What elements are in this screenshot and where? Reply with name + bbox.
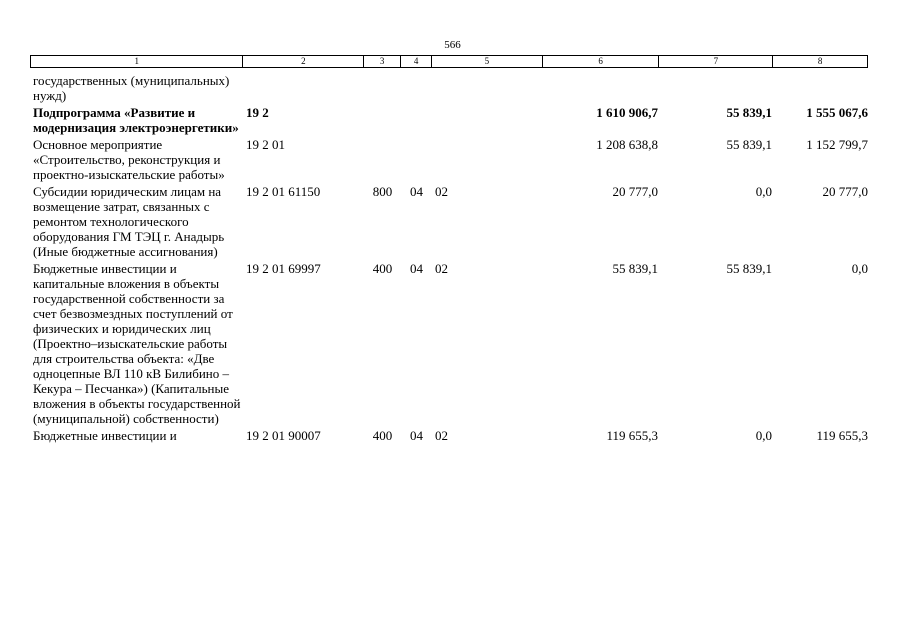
row-col-3: 400 xyxy=(372,261,393,276)
row-value-7: 55 839,1 xyxy=(726,105,772,120)
row-col-4 xyxy=(401,73,432,103)
table-row xyxy=(30,73,868,103)
row-col-4 xyxy=(401,137,432,182)
header-col-4: 4 xyxy=(401,56,432,67)
row-value-8: 1 555 067,6 xyxy=(806,105,868,120)
row-col-5 xyxy=(432,73,543,103)
row-value-8: 1 152 799,7 xyxy=(806,137,868,152)
table-row xyxy=(30,137,868,182)
row-col-5: 02 xyxy=(435,184,448,199)
row-col-3 xyxy=(364,73,401,103)
row-name: Бюджетные инвестиции и капитальные вложения в объекты государственной собственности за счет безвозмездных поступлений от физических и юридических лиц (Проектно–изыскательские работы для строительства объекта: «Две одноцепные ВЛ 110 кВ Билибино – Кекура – Песчанка») (Капитальные вложения в объекты государственной (муниципальной) собственности) xyxy=(33,261,241,426)
row-code: 19 2 01 90007 xyxy=(246,428,321,443)
row-code: 19 2 xyxy=(246,105,269,120)
row-name: Субсидии юридическим лицам на возмещение затрат, связанных с ремонтом технологического оборудования ГМ ТЭЦ г. Анадырь (Иные бюджетные ассигнования) xyxy=(33,184,225,259)
row-col-3: 400 xyxy=(372,428,393,443)
row-col-5: 02 xyxy=(435,428,448,443)
row-name: государственных (муниципальных) нужд) xyxy=(33,73,230,103)
row-value-8: 0,0 xyxy=(851,261,868,276)
table-row xyxy=(30,428,868,443)
row-col-5: 02 xyxy=(435,261,448,276)
row-col-5 xyxy=(432,105,543,135)
header-col-5: 5 xyxy=(432,56,543,67)
row-name: Основное мероприятие «Строительство, реконструкция и проектно-изыскательские работы» xyxy=(33,137,225,182)
row-code xyxy=(243,73,364,103)
row-value-7 xyxy=(660,73,774,103)
row-code: 19 2 01 61150 xyxy=(246,184,321,199)
row-value-6: 1 610 906,7 xyxy=(596,105,658,120)
table-row xyxy=(30,184,868,259)
row-col-3 xyxy=(364,137,401,182)
row-col-3: 800 xyxy=(372,184,393,199)
row-value-6: 20 777,0 xyxy=(612,184,658,199)
header-col-7: 7 xyxy=(659,56,773,67)
row-value-6 xyxy=(543,73,660,103)
row-col-4 xyxy=(401,105,432,135)
row-value-7: 55 839,1 xyxy=(726,261,772,276)
table-header xyxy=(30,55,868,68)
row-col-4: 04 xyxy=(410,184,423,199)
table-row xyxy=(30,261,868,426)
table-body xyxy=(30,73,868,443)
row-name: Подпрограмма «Развитие и модернизация электроэнергетики» xyxy=(33,105,239,135)
header-col-1: 1 xyxy=(31,56,243,67)
row-value-7: 0,0 xyxy=(755,428,772,443)
row-value-8 xyxy=(774,73,868,103)
row-value-8: 119 655,3 xyxy=(816,428,868,443)
row-col-4: 04 xyxy=(410,261,423,276)
row-value-7: 0,0 xyxy=(755,184,772,199)
header-col-8: 8 xyxy=(817,56,823,66)
header-col-2: 2 xyxy=(243,56,364,67)
row-col-5 xyxy=(432,137,543,182)
row-code: 19 2 01 69997 xyxy=(246,261,321,276)
row-value-6: 55 839,1 xyxy=(612,261,658,276)
row-value-6: 119 655,3 xyxy=(606,428,658,443)
row-col-4: 04 xyxy=(410,428,423,443)
row-value-8: 20 777,0 xyxy=(822,184,868,199)
row-name: Бюджетные инвестиции и xyxy=(33,428,177,443)
row-col-3 xyxy=(364,105,401,135)
row-value-6: 1 208 638,8 xyxy=(596,137,658,152)
row-code: 19 2 01 xyxy=(246,137,285,152)
table-row xyxy=(30,105,868,135)
header-col-6: 6 xyxy=(543,56,660,67)
header-col-3: 3 xyxy=(364,56,401,67)
page-number: 566 xyxy=(444,39,461,51)
row-value-7: 55 839,1 xyxy=(726,137,772,152)
